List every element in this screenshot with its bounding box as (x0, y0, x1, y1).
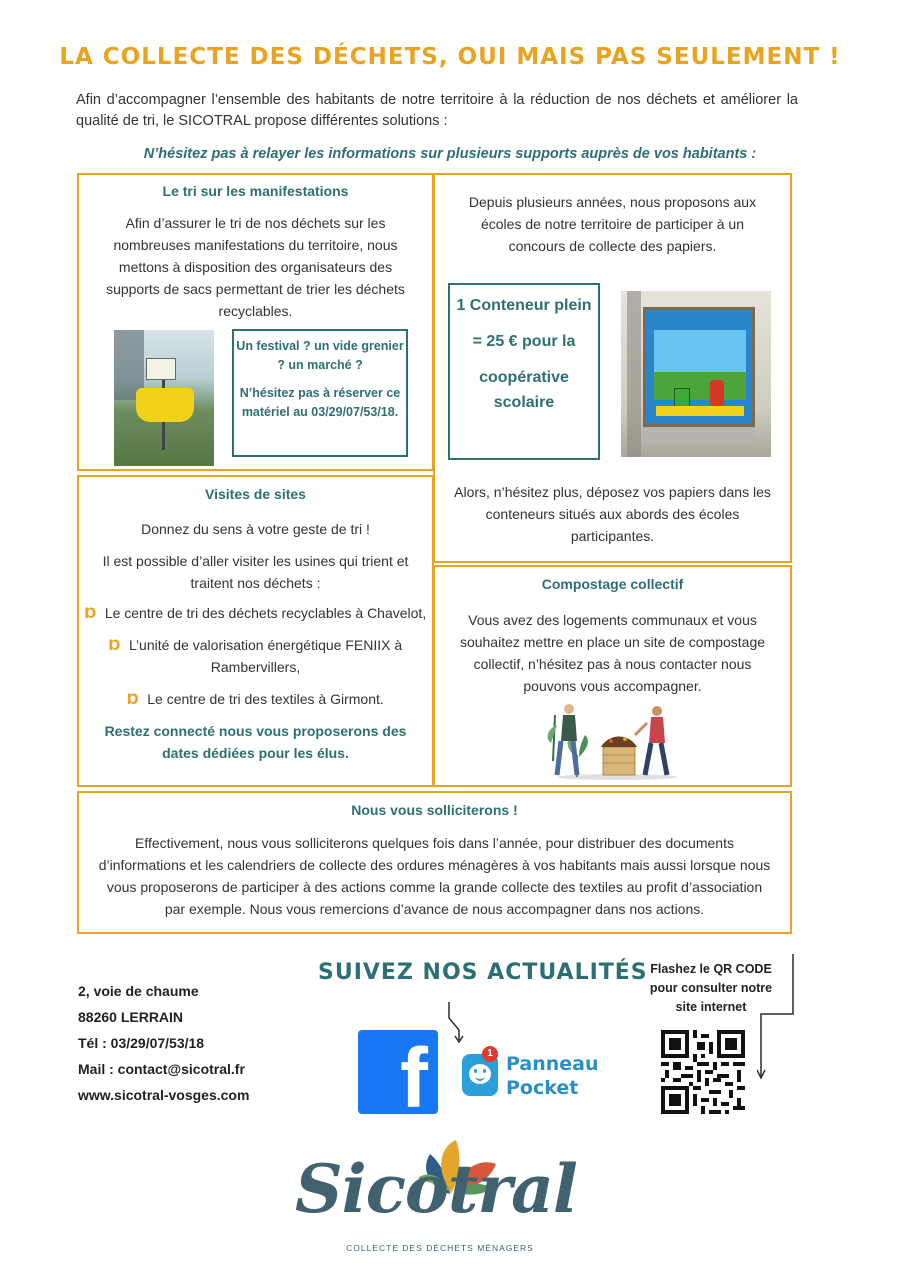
callout-line-2: = 25 € pour la (472, 333, 576, 350)
paper-container-photo (621, 291, 771, 457)
visits-list (79, 602, 432, 710)
events-text: Afin d’assurer le tri de nos déchets sur les nombreuses manifestations du territoire, nous mettons à disposition des organisateurs des supports de sacs permettant de trier les déchets recyclables. (106, 215, 405, 319)
events-box (77, 173, 434, 471)
visits-intro: Donnez du sens à votre geste de tri ! (141, 521, 370, 537)
events-title: Le tri sur les manifestations (162, 183, 349, 199)
contact-city: 88260 LERRAIN (78, 1009, 184, 1025)
solicit-box (77, 791, 792, 934)
compost-box (433, 565, 792, 787)
compost-text: Vous avez des logements communaux et vous souhaitez mettre en place un site de compostage collectif, n’hésitez pas à nous contacter nous pouvons vous accompagner. (459, 612, 766, 694)
solicit-title: Nous vous solliciterons ! (351, 802, 518, 818)
notification-badge: 1 (482, 1046, 498, 1062)
schools-closing: Alors, n’hésitez plus, déposez vos papiers dans les conteneurs situés aux abords des écoles participantes. (454, 484, 771, 544)
contact-block (78, 978, 249, 1108)
list-item: Ɒ L’unité de valorisation énergétique FENIIX à Rambervillers, (108, 637, 403, 675)
qr-instruction: Flashez le QR CODE pour consulter notre site internet (649, 962, 773, 1014)
contact-street: 2, voie de chaume (78, 983, 199, 999)
arrow-down-icon (445, 1000, 465, 1044)
qr-code[interactable] (661, 1030, 745, 1114)
container-reward-callout (448, 283, 600, 460)
visits-text: Il est possible d’aller visiter les usines qui trient et traitent nos déchets : (102, 553, 409, 591)
solicit-text: Effectivement, nous vous solliciterons quelques fois dans l’année, pour distribuer des documents d’informations et les calendriers de collecte des ordures ménagères à vos habitants mais aussi lorsque nous vous proposerons de participer à des actions comme la grande collecte des textiles au profit d’association par exemple. Nous vous remercions d’avance de nous accompagner dans nos actions. (98, 835, 771, 917)
callout-line-1: 1 Conteneur plein (456, 297, 592, 314)
callout-line-3: coopérative scolaire (479, 369, 569, 411)
arrow-down-icon (757, 952, 797, 1080)
visits-box (77, 475, 434, 787)
sicotral-tagline: COLLECTE DES DÉCHETS MÉNAGERS (346, 1243, 534, 1253)
events-callout (232, 329, 408, 457)
list-item: Ɒ Le centre de tri des déchets recyclables à Chavelot, (84, 605, 427, 621)
visits-title: Visites de sites (205, 486, 306, 502)
contact-mail[interactable]: Mail : contact@sicotral.fr (78, 1061, 245, 1077)
schools-intro: Depuis plusieurs années, nous proposons aux écoles de notre territoire de participer à un concours de collecte des papiers. (468, 194, 757, 254)
events-callout-question: Un festival ? un vide grenier ? un marché ? (236, 339, 404, 372)
contact-website[interactable]: www.sicotral-vosges.com (78, 1087, 250, 1103)
facebook-icon[interactable] (358, 1030, 438, 1125)
facebook-glyph: f (400, 1031, 428, 1125)
page-title: LA COLLECTE DES DÉCHETS, OUI MAIS PAS SEULEMENT ! (59, 44, 841, 70)
sicotral-wordmark: Sicotral (294, 1150, 578, 1228)
relay-instruction: N’hésitez pas à relayer les informations sur plusieurs supports auprès de vos habitants : (143, 146, 757, 162)
compost-title: Compostage collectif (541, 576, 684, 592)
panneau-pocket-text: Panneau Pocket (506, 1053, 599, 1099)
panneau-pocket-icon (462, 1048, 498, 1096)
bullet-icon: Ɒ (84, 605, 97, 621)
compost-illustration (547, 695, 687, 781)
list-item: Ɒ Le centre de tri des textiles à Girmont. (127, 691, 384, 707)
panneau-pocket-logo[interactable] (462, 1048, 632, 1108)
bullet-icon: Ɒ (108, 637, 121, 653)
contact-phone[interactable]: Tél : 03/29/07/53/18 (78, 1035, 205, 1051)
bullet-icon: Ɒ (127, 691, 140, 707)
event-bag-photo (114, 330, 214, 466)
events-callout-cta: N’hésitez pas à réserver ce matériel au 03/29/07/53/18. (239, 386, 401, 419)
follow-heading: SUIVEZ NOS ACTUALITÉS (318, 960, 648, 985)
schools-box (433, 173, 792, 563)
visits-closing: Restez connecté nous vous proposerons des dates dédiées pour les élus. (104, 723, 407, 761)
intro-paragraph: Afin d’accompagner l’ensemble des habitants de notre territoire à la réduction de nos déchets et améliorer la qualité de tri, le SICOTRAL propose différentes solutions : (76, 92, 798, 129)
